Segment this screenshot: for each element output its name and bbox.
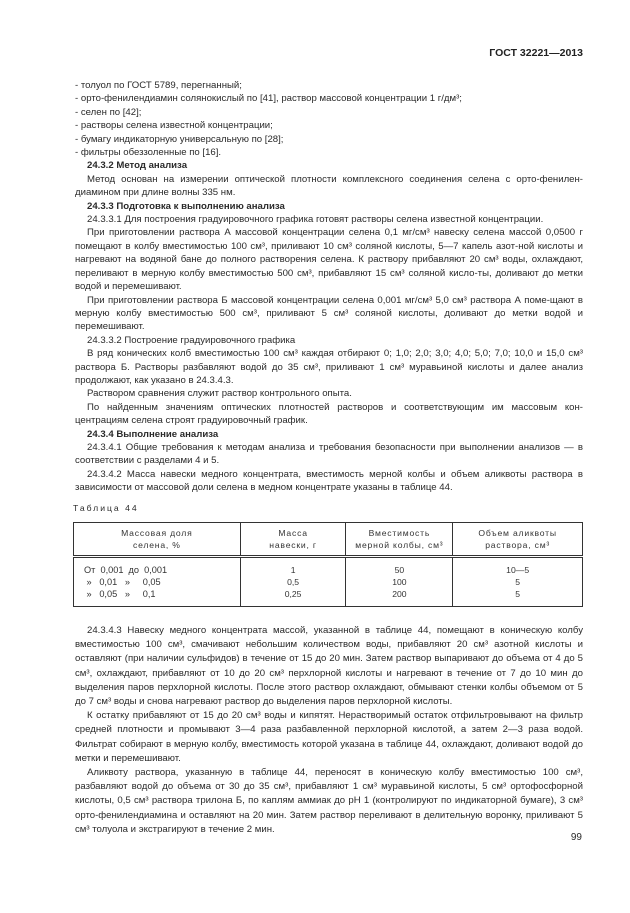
cell: 50: [346, 557, 453, 577]
paragraph: 24.3.4.3 Навеску медного концентрата массой, указанной в таблице 44, помещают в коническую колбу вместимостью 100 см³, смачивают небольшим количеством воды, прибавляют 20 см³ азотной кислоты и оставляют (при наличии сульфидов) в течение от 15 до 20 мин. Затем раствор выпаривают до объема от 4 до 5 см³, охлаждают, прибавляют от 10 до 20 см³ перхлорной кислоты и нагревают в течение от 7 до 10 мин до выделения паров перхлорной кислоты. После этого раствор охлаждают, обмывают стенки колбы объемом от 5 до 7 см³ воды и снова нагревают раствор до выделения паров перхлорной кислоты.: [75, 625, 583, 708]
table-row: [74, 557, 583, 577]
col-header-sample-mass: Масса навески, г: [240, 523, 346, 557]
list-item: - растворы селена известной концентрации;: [75, 120, 273, 132]
paragraph: Метод основан на измерении оптической плотности комплексного соединения селена с орто-фенилен-диамином при длине волны 335 нм.: [75, 173, 583, 199]
col-header-selenium-fraction: Массовая доля селена, %: [74, 523, 241, 557]
paragraph: 24.3.3.2 Построение градуировочного графика: [87, 334, 296, 346]
text-block-lower: [75, 624, 583, 837]
cell: 10—5: [453, 557, 583, 577]
cell: 0,25: [240, 588, 346, 607]
page-number: 99: [570, 832, 582, 843]
table-caption: Таблица 44: [73, 503, 139, 513]
paragraph: 24.3.4.1 Общие требования к методам анализа и требования безопасности при выполнении анализов — в соответствии с разделами 4 и 5.: [75, 441, 583, 467]
list-item: - селен по [42];: [75, 106, 142, 118]
cell: » 0,05 » 0,1: [74, 588, 241, 607]
paragraph: 24.3.4.2 Масса навески медного концентрата, вместимость мерной колбы и объем аликвоты раствора в зависимости от массовой доли селена в медном концентрате указаны в таблице 44.: [75, 468, 583, 494]
cell: 100: [346, 576, 453, 588]
list-item: - орто-фенилендиамин солянокислый по [41], раствор массовой концентрации 1 г/дм³;: [75, 93, 462, 105]
cell: 0,5: [240, 576, 346, 588]
cell: 1: [240, 557, 346, 577]
table-row: [74, 588, 583, 607]
paragraph: В ряд конических колб вместимостью 100 см³ каждая отбирают 0; 1,0; 2,0; 3,0; 4,0; 5,0; 7,0; 10,0 и 15,0 см³ раствора Б. Растворы разбавляют водой до 35 см³, приливают 1 см³ муравьиной кислоты и далее анализ продолжают, как указано в 24.3.4.3.: [75, 348, 583, 386]
list-item: - толуол по ГОСТ 5789, перегнанный;: [75, 80, 242, 91]
list-item: - бумагу индикаторную универсальную по [28];: [75, 133, 284, 145]
paragraph: 24.3.3.1 Для построения градуировочного графика готовят растворы селена известной концентрации.: [87, 214, 544, 226]
paragraph: К остатку прибавляют от 15 до 20 см³ воды и кипятят. Нерастворимый остаток отфильтровывают на фильтр средней плотности и промывают 3—4 раза разбавленной перхлорной кислотой, а затем 2—3 раза водой. Фильтрат собирают в мерную колбу, вместимость которой указана в таблице 44, охлаждают, доливают водой до метки и перемешивают.: [75, 710, 583, 764]
section-heading: 24.3.4 Выполнение анализа: [87, 428, 219, 440]
paragraph: Раствором сравнения служит раствор контрольного опыта.: [87, 388, 352, 400]
table-row: [74, 576, 583, 588]
col-header-flask-volume: Вместимость мерной колбы, см³: [346, 523, 453, 557]
table-header-row: [74, 523, 583, 557]
list-item: - фильтры обеззоленные по [16].: [75, 147, 222, 159]
paragraph: При приготовлении раствора А массовой концентрации селена 0,1 мг/см³ навеску селена массой 0,0500 г помещают в колбу вместимостью 100 см³, приливают 10 см³ соляной кислоты, 5—7 капель азот-ной кислоты и нагревают на водяной бане до полного растворения селена. К раствору прибавляют 20 см³ воды, охлаждают, переливают в мерную колбу вместимостью 500 см³, прибавляют 15 см³ соляной кисло-ты, доливают до метки водой и перемешивают.: [75, 227, 583, 293]
document-id-header: ГОСТ 32221—2013: [489, 47, 583, 59]
cell: 200: [346, 588, 453, 607]
section-heading: 24.3.3 Подготовка к выполнению анализа: [87, 200, 285, 212]
cell: 5: [453, 576, 583, 588]
paragraph: По найденным значениям оптических плотностей растворов и соответствующим им массовым кон-центрациям селена строят градуировочный график.: [75, 401, 583, 427]
text-block-upper: [75, 79, 583, 495]
cell: » 0,01 » 0,05: [74, 576, 241, 588]
table-44: [73, 522, 583, 607]
section-heading: 24.3.2 Метод анализа: [87, 160, 188, 172]
cell: От 0,001 до 0,001: [74, 557, 241, 577]
col-header-aliquot-volume: Объем аликвоты раствора, см³: [453, 523, 583, 557]
paragraph: При приготовлении раствора Б массовой концентрации селена 0,001 мг/см³ 5,0 см³ раствора А поме-щают в мерную колбу вместимостью 500 см³, приливают 5 см³ соляной кислоты, доливают до метки водой и перемешивают.: [75, 294, 583, 333]
cell: 5: [453, 588, 583, 607]
paragraph: Аликвоту раствора, указанную в таблице 44, переносят в коническую колбу вместимостью 100 см³, разбавляют водой до объема от 30 до 35 см³, прибавляют 1 см³ муравьиной кислоты, 5 см³ ортофосфорной кислоты, 0,5 см³ раствора трилона Б, по каплям аммиак до рН 1 (контролируют по индикаторной бумаге), 3 см³ орто-фенилендиамина и оставляют на 20 мин. Затем раствор переливают в делительную воронку, приливают 5 см³ толуола и экстрагируют в течение 2 мин.: [75, 767, 583, 835]
